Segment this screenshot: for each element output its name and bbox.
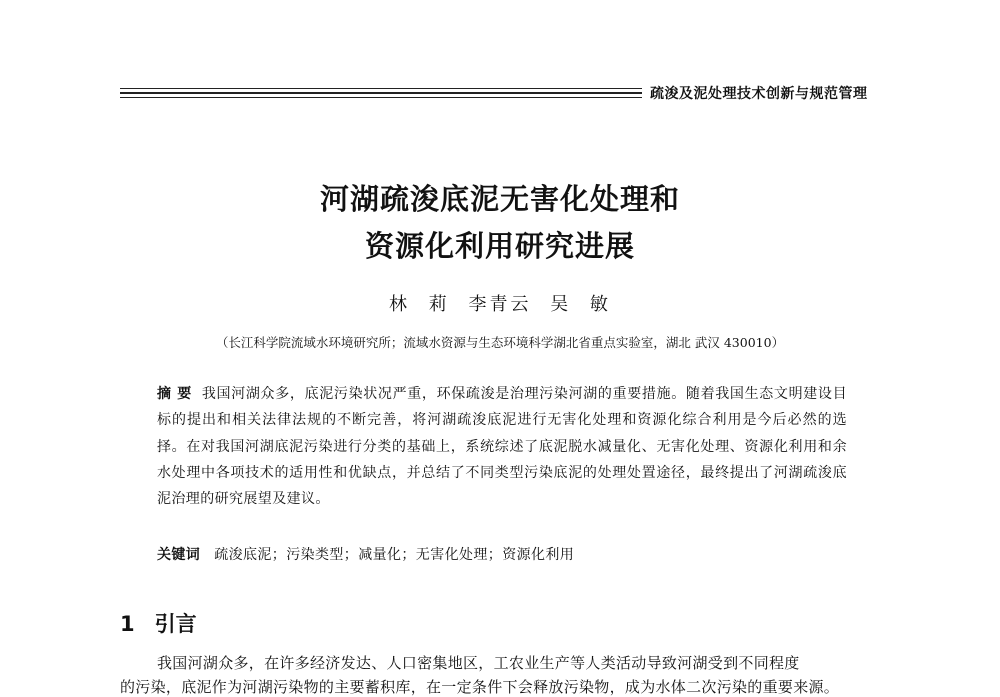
header-rule-top <box>120 88 642 89</box>
section-heading-intro <box>120 608 197 638</box>
authors: 林 莉 李青云 吴 敏 <box>389 294 611 315</box>
abstract-text: 我国河湖众多，底泥污染状况严重，环保疏浚是治理污染河湖的重要措施。随着我国生态文明建设目标的提出和相关法律法规的不断完善，将河湖疏浚底泥进行无害化处理和资源化综合利用是今后必然的选择。在对我国河湖底泥污染进行分类的基础上，系统综述了底泥脱水减量化、无害化处理、资源化利用和余水处理中各项技术的适用性和优缺点，并总结了不同类型污染底泥的处理处置途径，最终提出了河湖疏浚底泥治理的研究展望及建议。 <box>157 386 847 508</box>
header-rule-middle <box>120 92 642 94</box>
section-number: 1 <box>120 612 135 636</box>
body-paragraph-line2: 的污染，底泥作为河湖污染物的主要蓄积库，在一定条件下会释放污染物，成为水体二次污染的重要来源。 <box>120 678 840 696</box>
keywords <box>157 544 847 564</box>
abstract-label: 摘 要 <box>157 386 192 402</box>
keywords-label: 关键词 <box>157 547 201 563</box>
paper-title-line1: 河湖疏浚底泥无害化处理和 <box>319 182 680 216</box>
abstract <box>157 381 847 512</box>
running-head: 疏浚及泥处理技术创新与规范管理 <box>650 86 868 102</box>
paper-title-line2: 资源化利用研究进展 <box>364 229 635 263</box>
body-paragraph-line1: 我国河湖众多，在许多经济发达、人口密集地区，工农业生产等人类活动导致河湖受到不同程度 <box>157 654 800 672</box>
affiliation: （长江科学院流域水环境研究所；流域水资源与生态环境科学湖北省重点实验室，湖北 武汉 430010） <box>215 335 785 350</box>
keywords-text: 疏浚底泥；污染类型；减量化；无害化处理；资源化利用 <box>214 547 575 563</box>
section-title: 引言 <box>154 612 197 636</box>
header-rule-bottom <box>120 97 642 98</box>
